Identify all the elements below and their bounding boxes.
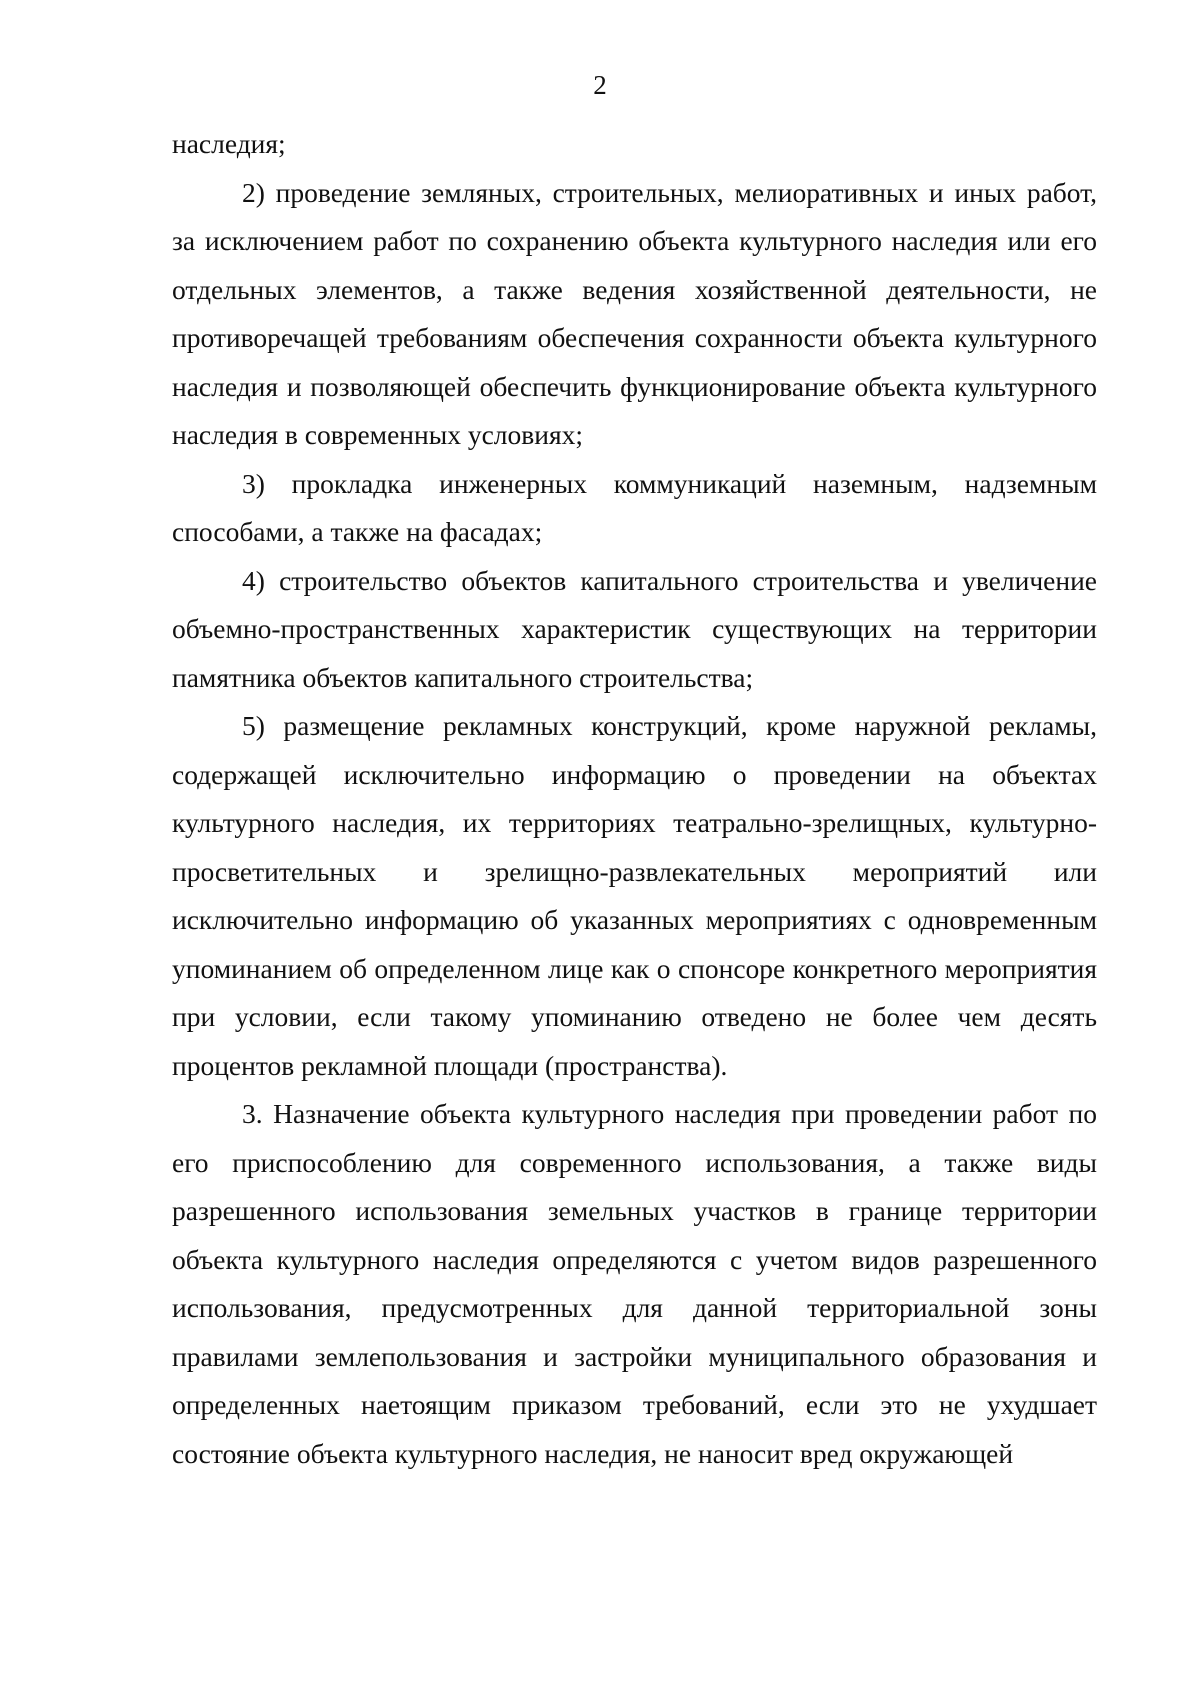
paragraph-item-4: 4) строительство объектов капитального строительства и увеличение объемно-пространственных характеристик существующих на территории памятника объектов капитального строительства; xyxy=(172,564,1097,693)
paragraph-continuation: наследия; xyxy=(172,128,286,159)
paragraph-clause-3: 3. Назначение объекта культурного наследия при проведении работ по его приспособлению для современного использования, а также виды разрешенного использования земельных участков в границе территории объекта культурного наследия определяются с учетом видов разрешенного использования, предусмотренных для данной территориальной зоны правилами землепользования и застройки муниципального образования и определенных наетоящим приказом требований, если это не ухудшает состояние объекта культурного наследия, не наносит вред окружающей xyxy=(172,1098,1097,1469)
paragraph-item-3: 3) прокладка инженерных коммуникаций наземным, надземным способами, а также на фасадах; xyxy=(172,467,1097,547)
page-number: 2 xyxy=(593,70,607,100)
document-body xyxy=(172,120,1097,1478)
paragraph-item-5: 5) размещение рекламных конструкций, кроме наружной рекламы, содержащей исключительно информацию о проведении на объектах культурного наследия, их территориях театрально-зрелищных, культурно-просветительных и зрелищно-развлекательных мероприятий или исключительно информацию об указанных мероприятиях с одновременным упоминанием об определенном лице как о спонсоре конкретного мероприятия при условии, если такому упоминанию отведено не более чем десять процентов рекламной площади (пространства). xyxy=(172,710,1097,1081)
paragraph-item-2: 2) проведение земляных, строительных, мелиоративных и иных работ, за исключением работ по сохранению объекта культурного наследия или его отдельных элементов, а также ведения хозяйственной деятельности, не противоречащей требованиям обеспечения сохранности объекта культурного наследия и позволяющей обеспечить функционирование объекта культурного наследия в современных условиях; xyxy=(172,176,1097,450)
